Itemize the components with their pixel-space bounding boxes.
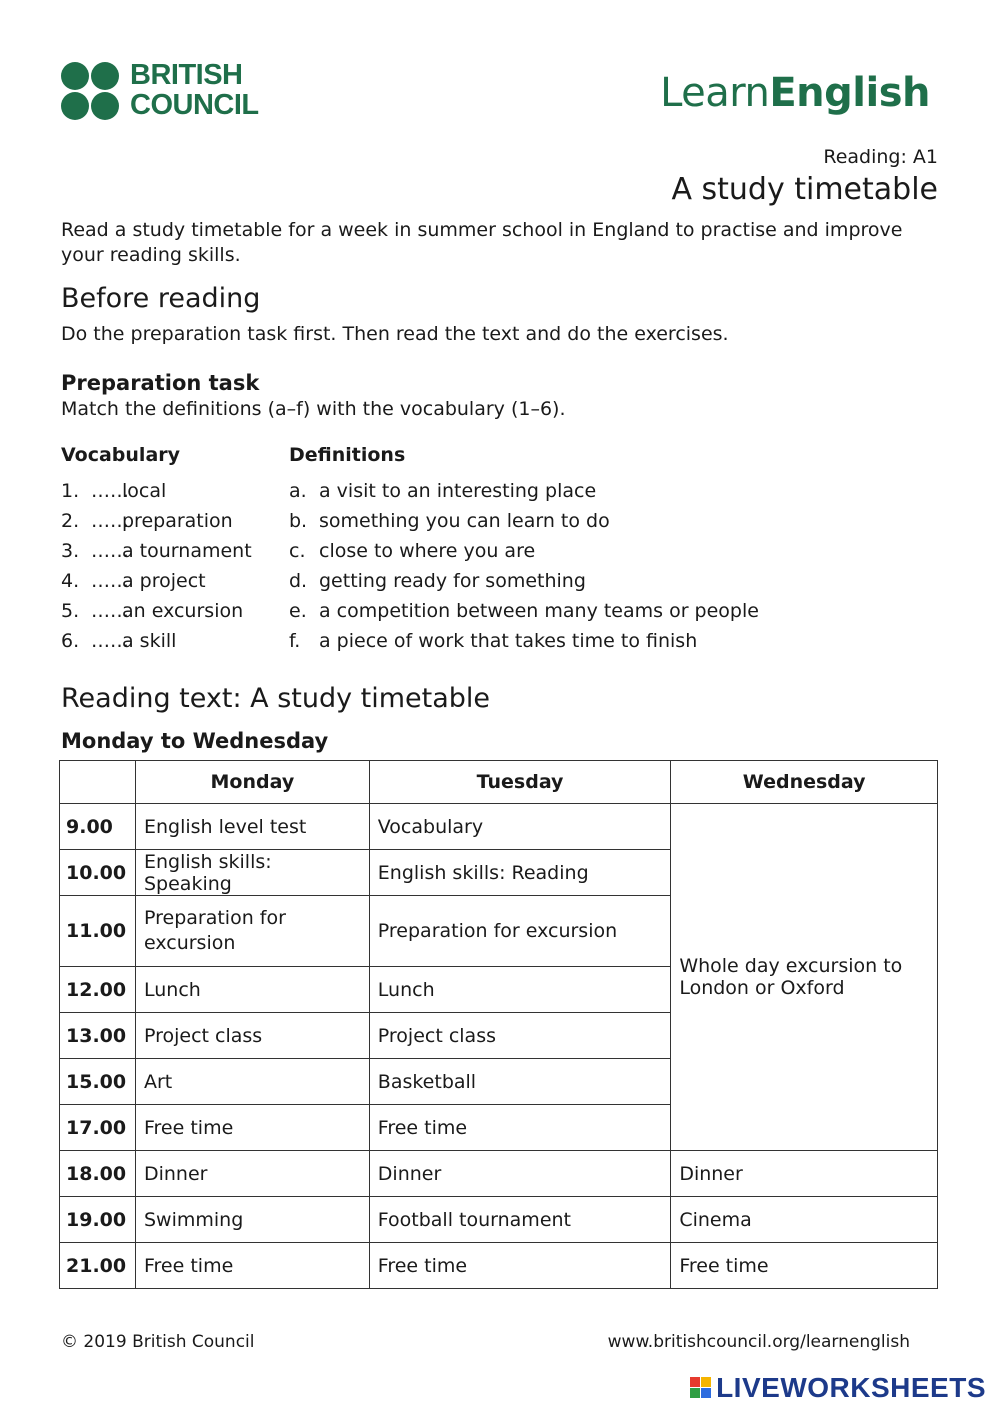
tuesday-cell: Dinner <box>369 1151 671 1197</box>
answer-blank[interactable]: …… <box>91 570 129 592</box>
time-cell: 9.00 <box>60 804 136 850</box>
answer-blank[interactable]: …… <box>91 540 129 562</box>
vocab-word: local <box>122 480 167 502</box>
vocab-item <box>61 476 252 506</box>
column-header-tuesday: Tuesday <box>369 761 671 804</box>
definitions-header: Definitions <box>289 444 406 466</box>
liveworksheets-watermark <box>690 1372 986 1404</box>
definition-letter: f. <box>289 630 301 652</box>
tuesday-cell: Preparation for excursion <box>369 896 671 967</box>
tuesday-cell: Free time <box>369 1243 671 1289</box>
corner-cell <box>60 761 136 804</box>
vocab-num: 5. <box>61 600 80 622</box>
brand-line-2: COUNCIL <box>130 89 259 121</box>
intro-text: Read a study timetable for a week in summer school in England to practise and improve your reading skills. <box>61 219 903 266</box>
table-row <box>60 804 938 850</box>
vocab-item <box>61 536 252 566</box>
definitions-list <box>289 476 759 656</box>
tuesday-cell: Basketball <box>369 1059 671 1105</box>
brand-line-1: BRITISH <box>130 59 243 91</box>
time-cell: 21.00 <box>60 1243 136 1289</box>
wednesday-cell: Free time <box>671 1243 938 1289</box>
definition-text: getting ready for something <box>319 570 586 592</box>
monday-cell: Dinner <box>135 1151 369 1197</box>
definition-text: something you can learn to do <box>319 510 610 532</box>
definition-letter: e. <box>289 600 307 622</box>
vocab-word: an excursion <box>122 600 244 622</box>
vocab-word: a project <box>122 570 206 592</box>
monday-cell: Free time <box>135 1243 369 1289</box>
answer-blank[interactable]: …… <box>91 480 129 502</box>
time-cell: 19.00 <box>60 1197 136 1243</box>
tuesday-cell: Football tournament <box>369 1197 671 1243</box>
before-reading-heading: Before reading <box>61 283 261 314</box>
learn-light: Learn <box>660 70 770 116</box>
preparation-heading: Preparation task <box>61 371 260 395</box>
definition-text: a competition between many teams or people <box>319 600 759 622</box>
tuesday-cell: Vocabulary <box>369 804 671 850</box>
page-title: A study timetable <box>671 172 938 207</box>
wednesday-cell: Cinema <box>671 1197 938 1243</box>
vocab-num: 4. <box>61 570 80 592</box>
table-row <box>60 1243 938 1289</box>
learnenglish-logo <box>660 70 930 116</box>
vocab-item <box>61 596 252 626</box>
time-cell: 18.00 <box>60 1151 136 1197</box>
monday-cell: English skills: Speaking <box>135 850 369 896</box>
monday-cell: English level test <box>135 804 369 850</box>
definition-item <box>289 566 759 596</box>
before-reading-text: Do the preparation task first. Then read the text and do the exercises. <box>61 323 729 345</box>
table-header-row <box>60 761 938 804</box>
vocab-word: preparation <box>122 510 233 532</box>
preparation-instruction: Match the definitions (a–f) with the vocabulary (1–6). <box>61 398 566 420</box>
definition-item <box>289 536 759 566</box>
monday-cell: Swimming <box>135 1197 369 1243</box>
monday-cell: Project class <box>135 1013 369 1059</box>
vocabulary-header: Vocabulary <box>61 444 181 466</box>
liveworksheets-logo-icon <box>690 1377 712 1399</box>
vocab-num: 2. <box>61 510 80 532</box>
column-header-monday: Monday <box>135 761 369 804</box>
time-cell: 17.00 <box>60 1105 136 1151</box>
vocabulary-list <box>61 476 252 656</box>
footer-url[interactable]: www.britishcouncil.org/learnenglish <box>607 1332 910 1352</box>
time-cell: 13.00 <box>60 1013 136 1059</box>
english-bold: English <box>769 70 930 116</box>
timetable-subheading: Monday to Wednesday <box>61 729 329 753</box>
time-cell: 11.00 <box>60 896 136 967</box>
british-council-logo <box>60 60 280 124</box>
vocab-word: a tournament <box>122 540 252 562</box>
level-label: Reading: A1 <box>823 146 938 168</box>
vocab-item <box>61 626 252 656</box>
monday-cell: Art <box>135 1059 369 1105</box>
vocab-num: 6. <box>61 630 80 652</box>
time-cell: 15.00 <box>60 1059 136 1105</box>
monday-cell: Free time <box>135 1105 369 1151</box>
definition-text: a piece of work that takes time to finish <box>319 630 698 652</box>
reading-text-heading: Reading text: A study timetable <box>61 683 491 714</box>
definition-letter: b. <box>289 510 308 532</box>
table-row <box>60 1197 938 1243</box>
definition-item <box>289 626 759 656</box>
definition-text: close to where you are <box>319 540 536 562</box>
wednesday-cell: Dinner <box>671 1151 938 1197</box>
definition-letter: c. <box>289 540 306 562</box>
vocab-item <box>61 566 252 596</box>
monday-cell: Preparation for excursion <box>135 896 369 967</box>
watermark-text: LIVEWORKSHEETS <box>716 1372 986 1403</box>
definition-item <box>289 506 759 536</box>
vocab-word: a skill <box>122 630 177 652</box>
tuesday-cell: Lunch <box>369 967 671 1013</box>
answer-blank[interactable]: …… <box>91 600 129 622</box>
tuesday-cell: Free time <box>369 1105 671 1151</box>
copyright: © 2019 British Council <box>61 1332 255 1352</box>
column-header-wednesday: Wednesday <box>671 761 938 804</box>
time-cell: 12.00 <box>60 967 136 1013</box>
table-row <box>60 1151 938 1197</box>
vocab-item <box>61 506 252 536</box>
definition-letter: a. <box>289 480 307 502</box>
answer-blank[interactable]: …… <box>91 630 129 652</box>
time-cell: 10.00 <box>60 850 136 896</box>
definition-letter: d. <box>289 570 308 592</box>
answer-blank[interactable]: …… <box>91 510 129 532</box>
tuesday-cell: English skills: Reading <box>369 850 671 896</box>
vocab-num: 1. <box>61 480 80 502</box>
definition-text: a visit to an interesting place <box>319 480 597 502</box>
definition-item <box>289 476 759 506</box>
tuesday-cell: Project class <box>369 1013 671 1059</box>
timetable <box>59 760 938 1289</box>
vocab-num: 3. <box>61 540 80 562</box>
definition-item <box>289 596 759 626</box>
monday-cell: Lunch <box>135 967 369 1013</box>
wednesday-excursion-cell: Whole day excursion to London or Oxford <box>671 804 938 1151</box>
